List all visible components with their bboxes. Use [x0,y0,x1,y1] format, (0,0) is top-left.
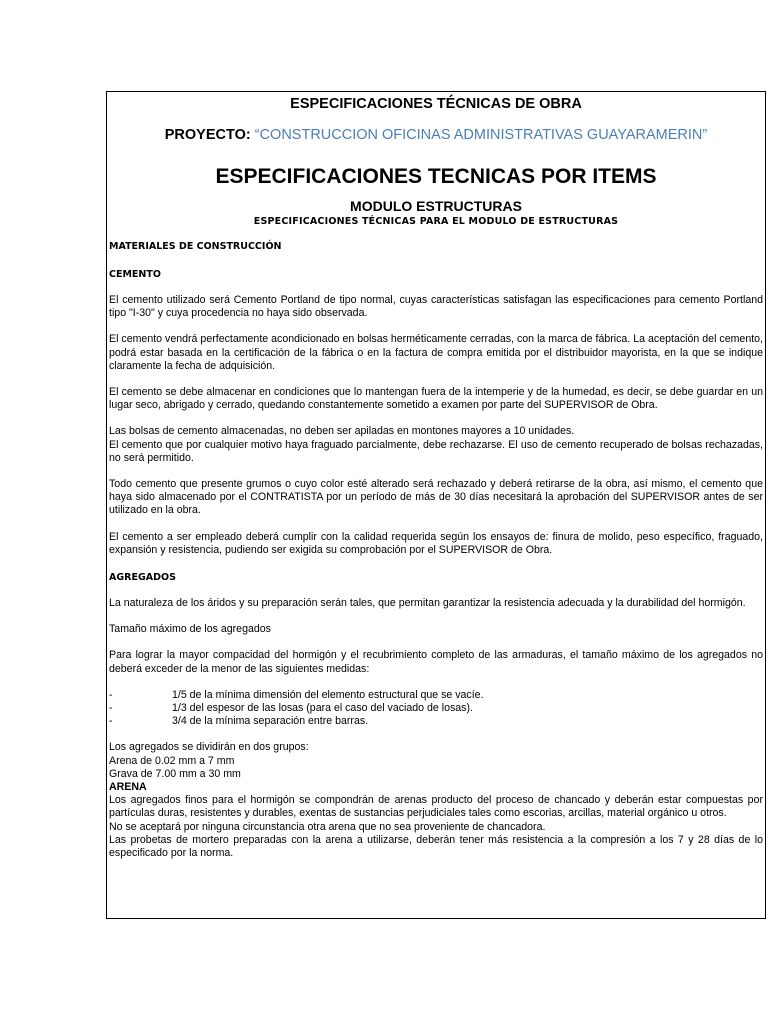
list-item-text: 1/3 del espesor de las losas (para el caso del vaciado de losas). [172,702,473,715]
section-cemento: CEMENTO [109,269,161,280]
section-agregados: AGREGADOS [109,572,176,584]
module-subtitle: ESPECIFICACIONES TÉCNICAS PARA EL MODULO DE ESTRUCTURAS [253,216,619,227]
cemento-paragraph-1: El cemento utilizado será Cemento Portland de tipo normal, cuyas características satisfagan las especificaciones para cemento Portland tipo "I-30" y cuya procedencia no haya sido observada. [109,294,763,320]
cemento-paragraph-6: El cemento a ser empleado deberá cumplir con la calidad requerida según los ensayos de: finura de molido, peso específico, fraguado, expansión y resistencia, pudiendo ser exigida su comprobación por el SUPERVISOR de Obra. [109,530,763,556]
cemento-paragraph-4b: El cemento que por cualquier motivo haya fraguado parcialmente, debe rechazarse. El uso de cemento recuperado de bolsas rechazadas, no será permitido. [109,438,763,464]
grupo-grava: Grava de 7.00 mm a 30 mm [109,767,241,780]
agregados-paragraph-2: Tamaño máximo de los agregados [109,623,271,636]
arena-paragraph-1: Los agregados finos para el hormigón se compondrán de arenas producto del proceso de chancado y deberán estar compuestas por partículas duras, resistentes y durables, exentas de sustancias perjudiciales tales como escorias, arcillas, material orgánico u otros. [109,794,763,820]
module-title: MODULO ESTRUCTURAS [350,198,522,214]
agregados-paragraph-3: Para lograr la mayor compacidad del hormigón y el recubrimiento completo de las armaduras, el tamaño máximo de los agregados no deberá exceder de la menor de las siguientes medidas: [109,649,763,675]
cemento-paragraph-4a: Las bolsas de cemento almacenadas, no deben ser apiladas en montones mayores a 10 unidades. [109,425,575,438]
list-item [109,702,763,715]
agregados-paragraph-1: La naturaleza de los áridos y su preparación serán tales, que permitan garantizar la resistencia adecuada y la durabilidad del hormigón. [109,597,746,610]
arena-paragraph-3: Las probetas de mortero preparadas con la arena a utilizarse, deberán tener más resistencia a la compresión a los 7 y 28 días de lo especificado por la norma. [109,833,763,860]
project-line [109,126,763,144]
list-item [109,715,763,728]
list-item-text: 3/4 de la mínima separación entre barras. [172,715,369,728]
project-name: “CONSTRUCCION OFICINAS ADMINISTRATIVAS GUAYARAMERIN” [254,127,708,143]
project-label: PROYECTO: [164,127,251,143]
list-dash: - [109,688,113,701]
arena-paragraph-2: No se aceptará por ninguna circunstancia otra arena que no sea proveniente de chancadora. [109,820,546,833]
agregados-list [109,689,763,729]
cemento-paragraph-3: El cemento se debe almacenar en condiciones que lo mantengan fuera de la intemperie y de la humedad, es decir, se debe guardar en un lugar seco, abrigado y cerrado, quedando constantemente sometido a examen por parte del SUPERVISOR de Obra. [109,386,763,412]
document-page [106,91,766,919]
list-dash: - [109,715,113,728]
arena-heading: ARENA [109,781,147,794]
cemento-paragraph-5: Todo cemento que presente grumos o cuyo color esté alterado será rechazado y deberá retirarse de la obra, así mismo, el cemento que haya sido almacenado por el CONTRATISTA por un período de más de 30 días necesitará la aprobación del SUPERVISOR antes de ser utilizado en la obra. [109,478,763,517]
document-title: ESPECIFICACIONES TÉCNICAS DE OBRA [290,96,582,112]
main-title: ESPECIFICACIONES TECNICAS POR ITEMS [215,165,657,188]
grupos-intro: Los agregados se dividirán en dos grupos: [109,741,309,754]
section-materiales: MATERIALES DE CONSTRUCCIÓN [109,241,282,252]
grupo-arena: Arena de 0.02 mm a 7 mm [109,754,235,767]
list-dash: - [109,702,113,715]
cemento-paragraph-2: El cemento vendrá perfectamente acondicionado en bolsas herméticamente cerradas, con la marca de fábrica. La aceptación del cemento, podrá estar basada en la certificación de la fábrica o en la factura de compra emitida por el distribuidor mayorista, en la que se indique claramente la fecha de adquisición. [109,333,763,372]
list-item-text: 1/5 de la mínima dimensión del elemento estructural que se vacíe. [172,688,484,701]
list-item [109,689,763,702]
